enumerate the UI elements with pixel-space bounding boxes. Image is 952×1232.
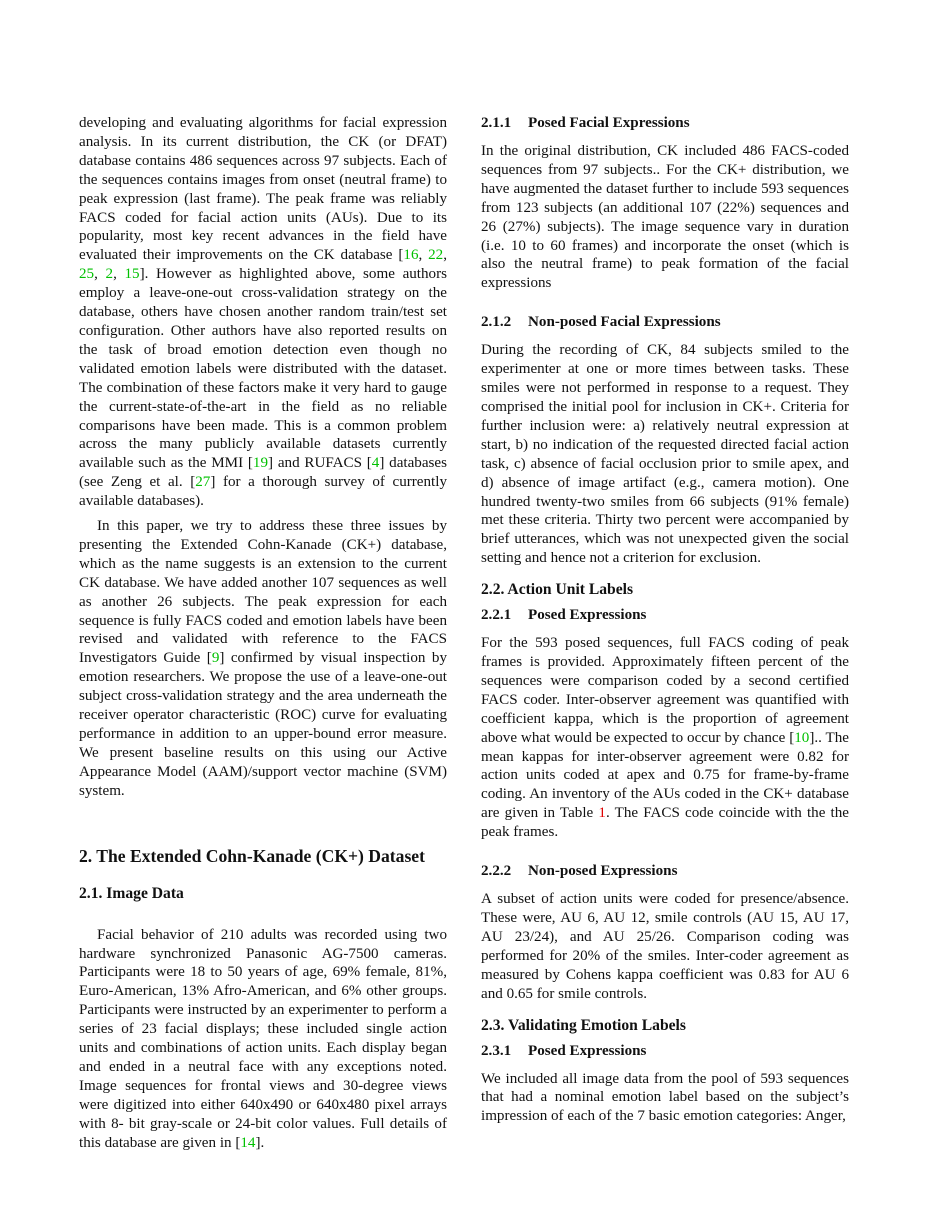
- citation-link[interactable]: 14: [240, 1134, 256, 1151]
- posed-facial-expressions-paragraph: In the original distribution, CK included 486 FACS-coded sequences from 97 subjects.. For the CK+ distribution, we have augmented the dataset further to include 593 sequences from 123 subjects (an additional 107 (22%) sequences and 26 (27%) subjects). The image sequence vary in duration (i.e. 10 to 60 frames) and incorporate the onset (which is also the neutral frame) to peak formation of the facial expressions: [481, 143, 849, 292]
- non-posed-facial-expressions-paragraph: During the recording of CK, 84 subjects smiled to the experimenter at one or more times between tasks. These smiles were not performed in response to a request. They comprised the initial pool for inclusion in CK+. Criteria for further inclusion were: a) relatively neutral expression at start, b) no indication of the requested directed facial action task, c) absence of facial occlusion prior to smile apex, and d) absence of image artifact (e.g., camera motion). One hundred twenty-two smiles from 66 subjects (91% female) met these criteria. Thirty two percent were accompanied by brief utterances, which was not unexpected given the social setting and hence not a criterion for exclusion.: [481, 342, 849, 567]
- citation-link[interactable]: 16: [403, 247, 419, 264]
- citation-link[interactable]: 15: [124, 266, 140, 283]
- subsubsection-heading: 2.3.1 Posed Expressions: [481, 1042, 647, 1059]
- citation-link[interactable]: 27: [195, 474, 211, 491]
- subsubsection-heading: 2.2.1 Posed Expressions: [481, 607, 647, 624]
- citation-link[interactable]: 9: [211, 650, 220, 667]
- citation-link[interactable]: 25: [79, 266, 95, 283]
- citation-link[interactable]: 2: [105, 266, 114, 283]
- subsection-heading: 2.3. Validating Emotion Labels: [481, 1016, 686, 1034]
- citation-link[interactable]: 10: [794, 729, 810, 746]
- subsection-heading: 2.2. Action Unit Labels: [481, 581, 634, 599]
- image-data-paragraph: Facial behavior of 210 adults was recorded using two hardware synchronized Panasonic AG-7500 cameras. Participants were 18 to 50 years of age, 69% female, 81%, Euro-American, 13% Afro-American, and 6% other groups. Participants were instructed by an experimenter to perform a series of 23 facial displays; these included single action units and combinations of action units. Each display began and ended in a neutral face with any exceptions noted. Image sequences for frontal views and 30-degree views were digitized into either 640x490 or 640x480 pixel arrays with 8- bit gray-scale or 24-bit color values. Full details of this database are given in [14].: [79, 926, 447, 1151]
- table-reference-link[interactable]: 1: [598, 805, 606, 822]
- subsubsection-heading: 2.2.2 Non-posed Expressions: [481, 863, 678, 880]
- citation-link[interactable]: 19: [252, 455, 269, 472]
- citation-link[interactable]: 22: [428, 247, 444, 264]
- citation-link[interactable]: 4: [371, 455, 380, 472]
- posed-expressions-au-paragraph: For the 593 posed sequences, full FACS coding of peak frames is provided. Approximately fifteen percent of the sequences were comparison coded by a second certified FACS coder. Inter-observer agreement was quantified with coefficient kappa, which is the proportion of agreement above what would be expected to occur by chance [10].. The mean kappas for inter-observer agreement were 0.82 for action units coded at apex and 0.75 for frame-by-frame coding. An inventory of the AUs coded in the CK+ database are given in Table 1. The FACS code coincide with the the peak frames.: [481, 635, 850, 841]
- subsection-heading: 2.1. Image Data: [79, 884, 184, 902]
- section-heading: 2. The Extended Cohn-Kanade (CK+) Dataset: [79, 845, 425, 866]
- contribution-paragraph: In this paper, we try to address these three issues by presenting the Extended Cohn-Kanade (CK+) database, which as the name suggests is an extension to the current CK database. We have added another 107 sequences as well as another 26 subjects. The peak expression for each sequence is fully FACS coded and emotion labels have been revised and validated with reference to the FACS Investigators Guide [9] confirmed by visual inspection by emotion researchers. We propose the use of a leave-one-out subject cross-validation strategy and the area underneath the receiver operator characteristic (ROC) curve for evaluating performance in addition to an upper-bound error measure. We present baseline results on this using our Active Appearance Model (AAM)/support vector machine (SVM) system.: [79, 518, 447, 799]
- subsubsection-heading: 2.1.2 Non-posed Facial Expressions: [481, 314, 721, 331]
- intro-paragraph-continued: developing and evaluating algorithms for facial expression analysis. In its current distribution, the CK (or DFAT) database contains 486 sequences across 97 subjects. Each of the sequences contains images from onset (neutral frame) to peak expression (last frame). The peak frame was reliably FACS coded for facial action units (AUs). Due to its popularity, most key recent advances in the field have evaluated their improvements on the CK database [16, 22, 25, 2, 15]. However as highlighted above, some authors employ a leave-one-out cross-validation strategy on the database, others have chosen another random train/test set configuration. Other authors have also reported results on the task of broad emotion detection even though no validated emotion labels were distributed with the dataset. The combination of these factors make it very hard to gauge the current-state-of-the-art in the field as no reliable comparisons have been made. This is a common problem across the many publicly available datasets currently available such as the MMI [19] and RUFACS [4] databases (see Zeng et al. [27] for a thorough survey of currently available databases).: [79, 115, 447, 510]
- right-column: [481, 114, 849, 1126]
- left-column: [79, 114, 447, 1153]
- subsubsection-heading: 2.1.1 Posed Facial Expressions: [481, 115, 690, 131]
- validating-emotion-paragraph: We included all image data from the pool of 593 sequences that had a nominal emotion label based on the subject’s impression of each of the 7 basic emotion categories: Anger,: [481, 1070, 849, 1125]
- non-posed-expressions-au-paragraph: A subset of action units were coded for presence/absence. These were, AU 6, AU 12, smile controls (AU 15, AU 17, AU 23/24), and AU 25/26. Comparison coding was performed for 20% of the smiles. Inter-coder agreement as measured by Cohens kappa coefficient was 0.83 for AU 6 and 0.65 for smile controls.: [481, 891, 849, 1002]
